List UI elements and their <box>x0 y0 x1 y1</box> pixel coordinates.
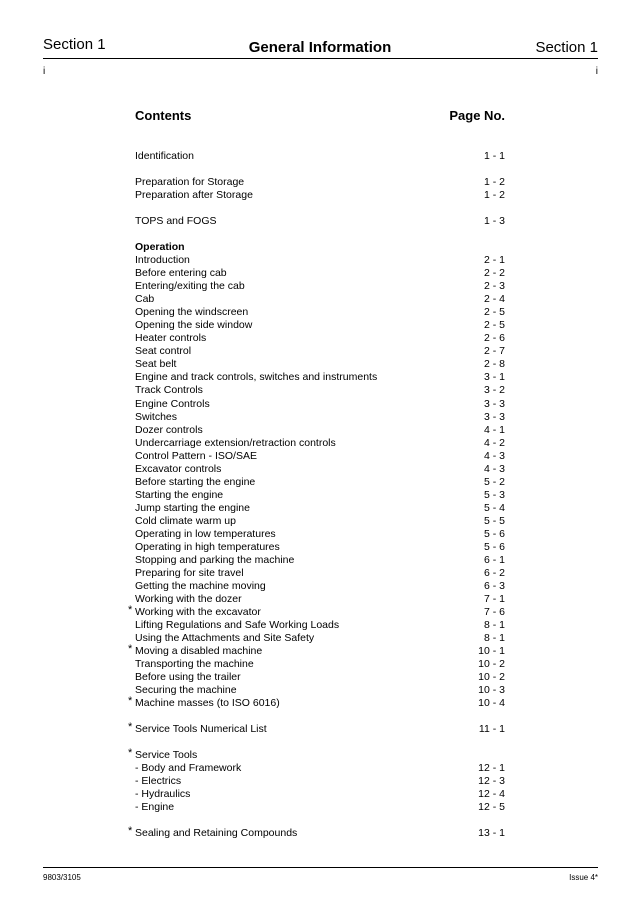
toc-entry[interactable] <box>135 254 505 267</box>
toc-entry[interactable] <box>135 319 505 332</box>
toc-entry[interactable] <box>135 775 505 788</box>
toc-entry-page: 5 - 2 <box>483 476 505 488</box>
toc-entry-title: Identification <box>135 150 194 162</box>
toc-entry-page: 6 - 2 <box>483 567 505 579</box>
toc-entry[interactable] <box>128 721 505 736</box>
toc-entry-title: Lifting Regulations and Safe Working Loads <box>135 619 340 631</box>
toc-entry-page: 8 - 1 <box>483 632 505 644</box>
toc-entry-title: Starting the engine <box>135 489 224 501</box>
toc-entry-page: 3 - 3 <box>483 411 505 423</box>
toc-entry-page: 7 - 6 <box>483 606 505 618</box>
toc-entry-title: Control Pattern - ISO/SAE <box>135 450 257 462</box>
toc-entry[interactable] <box>135 267 505 280</box>
toc-entry-title: Service Tools <box>135 749 198 761</box>
toc-entry[interactable] <box>135 671 505 684</box>
toc-entry[interactable] <box>135 658 505 671</box>
toc-entry-title: Stopping and parking the machine <box>135 554 295 566</box>
revision-star: * <box>128 747 133 759</box>
toc-entry[interactable] <box>135 580 505 593</box>
toc-entry-title: - Hydraulics <box>135 788 191 800</box>
toc-entry-page: 11 - 1 <box>478 723 505 735</box>
toc-entry-page: 1 - 2 <box>483 176 505 188</box>
toc-entry[interactable] <box>135 398 505 411</box>
toc-entry-title: Operation <box>135 241 185 253</box>
toc-entry[interactable] <box>135 528 505 541</box>
revision-star: * <box>128 643 133 655</box>
toc-entry-page: 10 - 1 <box>478 645 505 657</box>
toc-entry-title: - Body and Framework <box>135 762 242 774</box>
page-marker-right: i <box>595 66 598 77</box>
toc-entry-page: 13 - 1 <box>478 827 505 839</box>
toc-entry-page: 8 - 1 <box>483 619 505 631</box>
toc-entry[interactable] <box>135 788 505 801</box>
toc-entry-title: - Engine <box>135 801 175 813</box>
toc-entry-title: Operating in high temperatures <box>135 541 280 553</box>
toc-entry-page: 2 - 1 <box>483 254 505 266</box>
toc-entry-page: 12 - 4 <box>478 788 505 800</box>
toc-entry-title: Switches <box>135 411 178 423</box>
toc-entry[interactable] <box>128 825 505 840</box>
toc-entry[interactable] <box>135 280 505 293</box>
toc-entry-page: 2 - 5 <box>483 319 505 331</box>
toc-entry-page: 4 - 3 <box>483 463 505 475</box>
toc-entry-page: 1 - 3 <box>483 215 505 227</box>
toc-entry-page: 3 - 2 <box>483 384 505 396</box>
section-label-right: Section 1 <box>535 39 598 56</box>
issue-number: Issue 4* <box>569 873 598 882</box>
footer-rule <box>43 867 598 868</box>
toc-entry-title: Opening the side window <box>135 319 253 331</box>
toc-entry[interactable] <box>128 747 505 762</box>
toc-entry[interactable] <box>135 450 505 463</box>
toc-entry-title: Engine Controls <box>135 398 210 410</box>
toc-entry-page: 1 - 2 <box>483 189 505 201</box>
toc-entry-title: TOPS and FOGS <box>135 215 217 227</box>
toc-entry-title: Service Tools Numerical List <box>135 723 267 735</box>
toc-entry-title: - Electrics <box>135 775 182 787</box>
toc-entry-title: Dozer controls <box>135 424 203 436</box>
toc-entry[interactable] <box>128 604 505 619</box>
toc-entry-title: Transporting the machine <box>135 658 254 670</box>
toc-entry-title: Working with the dozer <box>135 593 242 605</box>
toc-entry[interactable] <box>135 619 505 632</box>
toc-entry[interactable] <box>135 293 505 306</box>
toc-entry-title: Cold climate warm up <box>135 515 236 527</box>
toc-entry-title: Jump starting the engine <box>135 502 250 514</box>
toc-entry-title: Sealing and Retaining Compounds <box>135 827 298 839</box>
toc-entry-page: 12 - 1 <box>478 762 505 774</box>
toc-entry-page: 1 - 1 <box>483 150 505 162</box>
toc-entry-title: Before using the trailer <box>135 671 241 683</box>
toc-entry-title: Preparation after Storage <box>135 189 253 201</box>
toc-entry[interactable] <box>135 189 505 202</box>
toc-entry-page: 5 - 3 <box>483 489 505 501</box>
toc-entry-title: Machine masses (to ISO 6016) <box>135 697 280 709</box>
toc-entry[interactable] <box>128 695 505 710</box>
toc-entry-page: 4 - 2 <box>483 437 505 449</box>
section-label-left: Section 1 <box>43 36 106 53</box>
toc-entry-page: 6 - 1 <box>483 554 505 566</box>
toc-entry-title: Undercarriage extension/retraction controls <box>135 437 336 449</box>
toc-entry[interactable] <box>135 424 505 437</box>
toc-entry-page: 2 - 5 <box>483 306 505 318</box>
toc-entry-page: 3 - 1 <box>483 371 505 383</box>
toc-entry[interactable] <box>135 384 505 397</box>
page-marker-left: i <box>43 66 46 77</box>
toc-entry-page: 2 - 2 <box>483 267 505 279</box>
toc-entry[interactable] <box>135 554 505 567</box>
toc-entry-title: Entering/exiting the cab <box>135 280 245 292</box>
toc-entry-page: 10 - 4 <box>478 697 505 709</box>
toc-entry[interactable] <box>135 567 505 580</box>
toc-entry-title: Securing the machine <box>135 684 237 696</box>
document-number: 9803/3105 <box>43 873 81 882</box>
toc-entry-page: 5 - 5 <box>483 515 505 527</box>
revision-star: * <box>128 721 133 733</box>
toc-entry-title: Opening the windscreen <box>135 306 249 318</box>
toc-entry-title: Moving a disabled machine <box>135 645 263 657</box>
toc-entry-title: Operating in low temperatures <box>135 528 276 540</box>
toc-entry-page: 2 - 4 <box>483 293 505 305</box>
toc-entry-page: 5 - 4 <box>483 502 505 514</box>
toc-entry[interactable] <box>135 593 505 606</box>
toc-entry[interactable] <box>135 489 505 502</box>
toc-entry-page: 12 - 5 <box>478 801 505 813</box>
toc-entry[interactable] <box>135 371 505 384</box>
toc-entry-page: 5 - 6 <box>483 528 505 540</box>
page-title: General Information <box>248 39 392 56</box>
revision-star: * <box>128 695 133 707</box>
toc-entry-page: 12 - 3 <box>478 775 505 787</box>
toc-entry[interactable] <box>135 332 505 345</box>
toc-entry[interactable] <box>135 541 505 554</box>
revision-star: * <box>128 825 133 837</box>
contents-heading: Contents <box>135 108 192 123</box>
toc-entry-title: Introduction <box>135 254 190 266</box>
toc-entry-page: 10 - 3 <box>478 684 505 696</box>
toc-entry[interactable] <box>135 515 505 528</box>
toc-entry[interactable] <box>128 643 505 658</box>
toc-entry[interactable] <box>135 150 505 163</box>
toc-entry[interactable] <box>135 502 505 515</box>
toc-entry-page: 2 - 7 <box>483 345 505 357</box>
toc-entry-page: 10 - 2 <box>478 671 505 683</box>
page-number-heading: Page No. <box>449 108 505 123</box>
toc-entry[interactable] <box>135 241 505 254</box>
toc-entry[interactable] <box>135 463 505 476</box>
toc-entry[interactable] <box>135 684 505 697</box>
toc-entry[interactable] <box>135 762 505 775</box>
toc-entry-page: 10 - 2 <box>478 658 505 670</box>
toc-entry-title: Seat belt <box>135 358 177 370</box>
toc-entry-page: 2 - 3 <box>483 280 505 292</box>
toc-entry-page: 7 - 1 <box>483 593 505 605</box>
toc-entry[interactable] <box>135 345 505 358</box>
toc-entry[interactable] <box>135 358 505 371</box>
toc-entry-title: Working with the excavator <box>135 606 261 618</box>
toc-entry-title: Excavator controls <box>135 463 222 475</box>
toc-entry-page: 4 - 1 <box>483 424 505 436</box>
toc-entry[interactable] <box>135 801 505 814</box>
toc-entry-title: Preparing for site travel <box>135 567 244 579</box>
toc-entry-title: Preparation for Storage <box>135 176 245 188</box>
toc-entry[interactable] <box>135 411 505 424</box>
toc-entry-page: 3 - 3 <box>483 398 505 410</box>
toc-entry-title: Getting the machine moving <box>135 580 266 592</box>
toc-entry-page: 4 - 3 <box>483 450 505 462</box>
toc-entry-title: Engine and track controls, switches and instruments <box>135 371 378 383</box>
revision-star: * <box>128 604 133 616</box>
toc-entry-title: Heater controls <box>135 332 207 344</box>
toc-entry-page: 2 - 6 <box>483 332 505 344</box>
toc-entry-title: Track Controls <box>135 384 203 396</box>
toc-entry[interactable] <box>135 632 505 645</box>
toc-entry[interactable] <box>135 176 505 189</box>
toc-entry[interactable] <box>135 306 505 319</box>
toc-entry-title: Cab <box>135 293 155 305</box>
toc-entry-page: 6 - 3 <box>483 580 505 592</box>
toc-entry-title: Before entering cab <box>135 267 227 279</box>
toc-entry[interactable] <box>135 437 505 450</box>
toc-entry-title: Seat control <box>135 345 192 357</box>
toc-entry-title: Using the Attachments and Site Safety <box>135 632 315 644</box>
toc-entry-page: 5 - 6 <box>483 541 505 553</box>
toc-entry[interactable] <box>135 215 505 228</box>
toc-entry-page: 2 - 8 <box>483 358 505 370</box>
toc-entry[interactable] <box>135 476 505 489</box>
toc-entry-title: Before starting the engine <box>135 476 256 488</box>
